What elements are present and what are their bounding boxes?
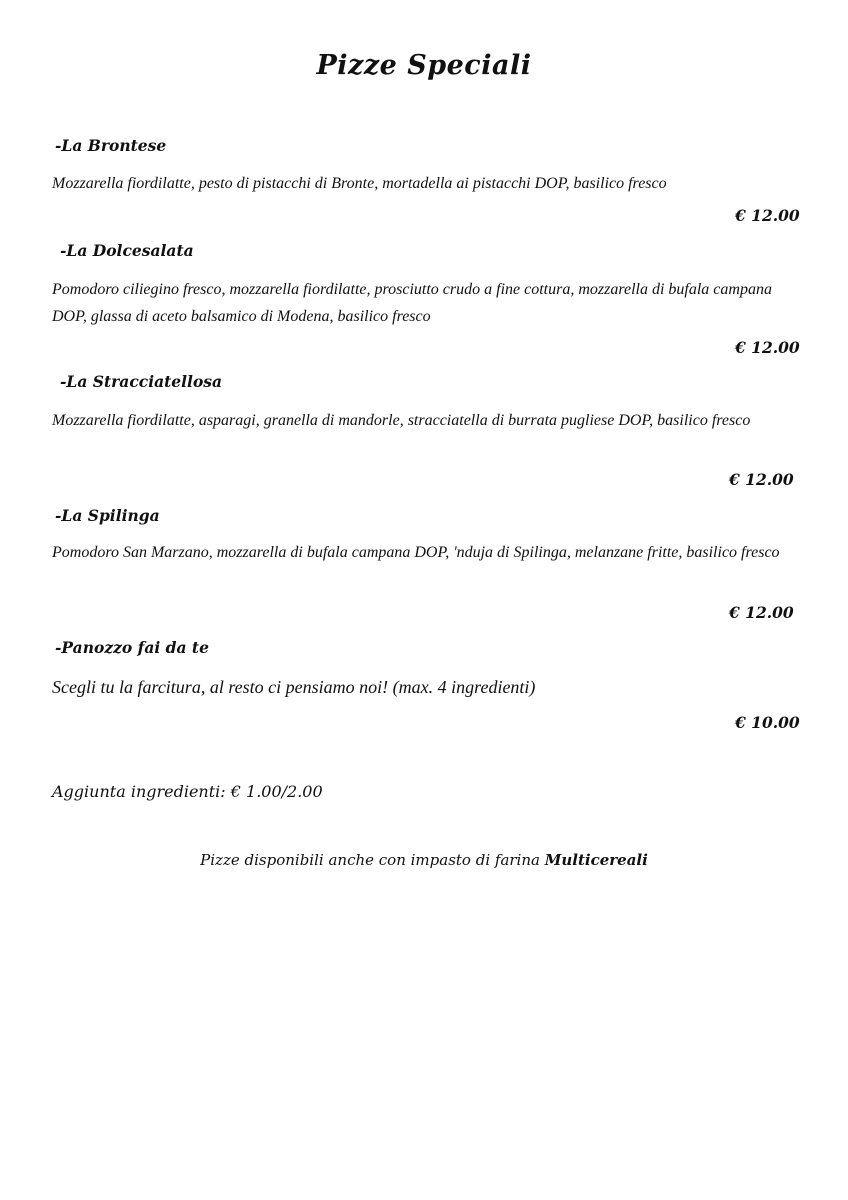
- item-price-brontese: € 12.00: [735, 206, 800, 225]
- item-description-spilinga: Pomodoro San Marzano, mozzarella di bufala campana DOP, 'nduja di Spilinga, melanzane fritte, basilico fresco: [52, 544, 780, 561]
- dough-note-text: Pizze disponibili anche con impasto di farina: [200, 851, 545, 869]
- menu-title: Pizze Speciali: [316, 50, 532, 81]
- dough-note-highlight: Multicereali: [544, 851, 648, 869]
- item-description-brontese: Mozzarella fiordilatte, pesto di pistacchi di Bronte, mortadella ai pistacchi DOP, basilico fresco: [52, 175, 667, 192]
- item-description-dolcesalata: Pomodoro ciliegino fresco, mozzarella fiordilatte, prosciutto crudo a fine cottura, mozzarella di bufala campana DOP, glassa di aceto balsamico di Modena, basilico fresco: [52, 281, 772, 325]
- item-price-panozzo: € 10.00: [735, 713, 800, 732]
- item-name-brontese: -La Brontese: [55, 136, 167, 155]
- item-description-stracciatellosa: Mozzarella fiordilatte, asparagi, granella di mandorle, stracciatella di burrata pugliese DOP, basilico fresco: [52, 412, 751, 429]
- item-name-panozzo: -Panozzo fai da te: [55, 638, 209, 657]
- item-price-stracciatellosa: € 12.00: [729, 470, 794, 489]
- dough-availability-note: [0, 851, 848, 869]
- item-name-spilinga: -La Spilinga: [55, 506, 160, 525]
- item-price-spilinga: € 12.00: [729, 603, 794, 622]
- extra-ingredients-note: Aggiunta ingredienti: € 1.00/2.00: [52, 782, 323, 801]
- item-description-panozzo: Scegli tu la farcitura, al resto ci pensiamo noi! (max. 4 ingredienti): [52, 677, 536, 697]
- item-name-stracciatellosa: -La Stracciatellosa: [60, 372, 223, 391]
- item-price-dolcesalata: € 12.00: [735, 338, 800, 357]
- item-name-dolcesalata: -La Dolcesalata: [60, 241, 194, 260]
